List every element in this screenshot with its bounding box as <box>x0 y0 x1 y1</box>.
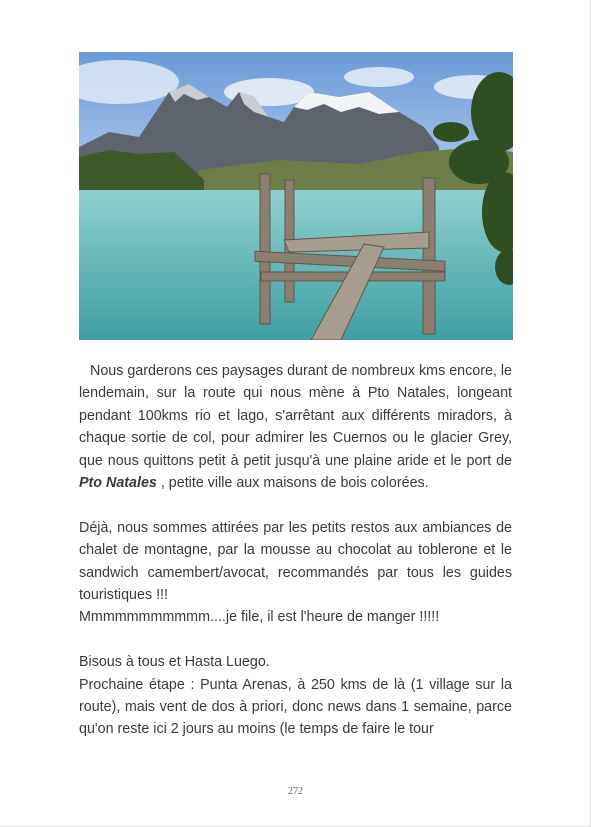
paragraph-2: Déjà, nous sommes attirées par les petits restos aux ambiances de chalet de montagne, par la mousse au chocolat au toblerone et le sandwich camembert/avocat, recommandés par tous les guides touristiques !!! <box>79 519 512 604</box>
paragraph-1-text: Nous garderons ces paysages durant de nombreux kms encore, le lendemain, sur la route qui nous mène à Pto Natales, longeant pendant 100kms rio et lago, s'arrêtant aux différents miradors, à chaque sortie de col, pour admirer les Cuernos ou le glacier Grey, que nous quittons petit à petit jusqu'à une plaine aride et le port de <box>79 363 512 469</box>
landscape-photo <box>79 52 513 340</box>
page-number: 272 <box>288 786 303 797</box>
paragraph-1-end: , petite ville aux maisons de bois colorées. <box>156 475 429 492</box>
paragraph-5: Prochaine étape : Punta Arenas, à 250 kms de là (1 village sur la route), mais vent de dos à priori, donc news dans 1 semaine, parce qu'on reste ici 2 jours au moins (le temps de faire le tour <box>79 676 512 738</box>
lake <box>79 190 513 340</box>
paragraph-3: Mmmmmmmmmmm....je file, il est l'heure de manger !!!!! <box>79 609 440 626</box>
paragraph-1 <box>79 360 512 494</box>
article-body <box>79 360 512 741</box>
paragraph-4: Bisous à tous et Hasta Luego. <box>79 654 270 671</box>
place-name-emphasis: Pto Natales <box>79 475 157 492</box>
